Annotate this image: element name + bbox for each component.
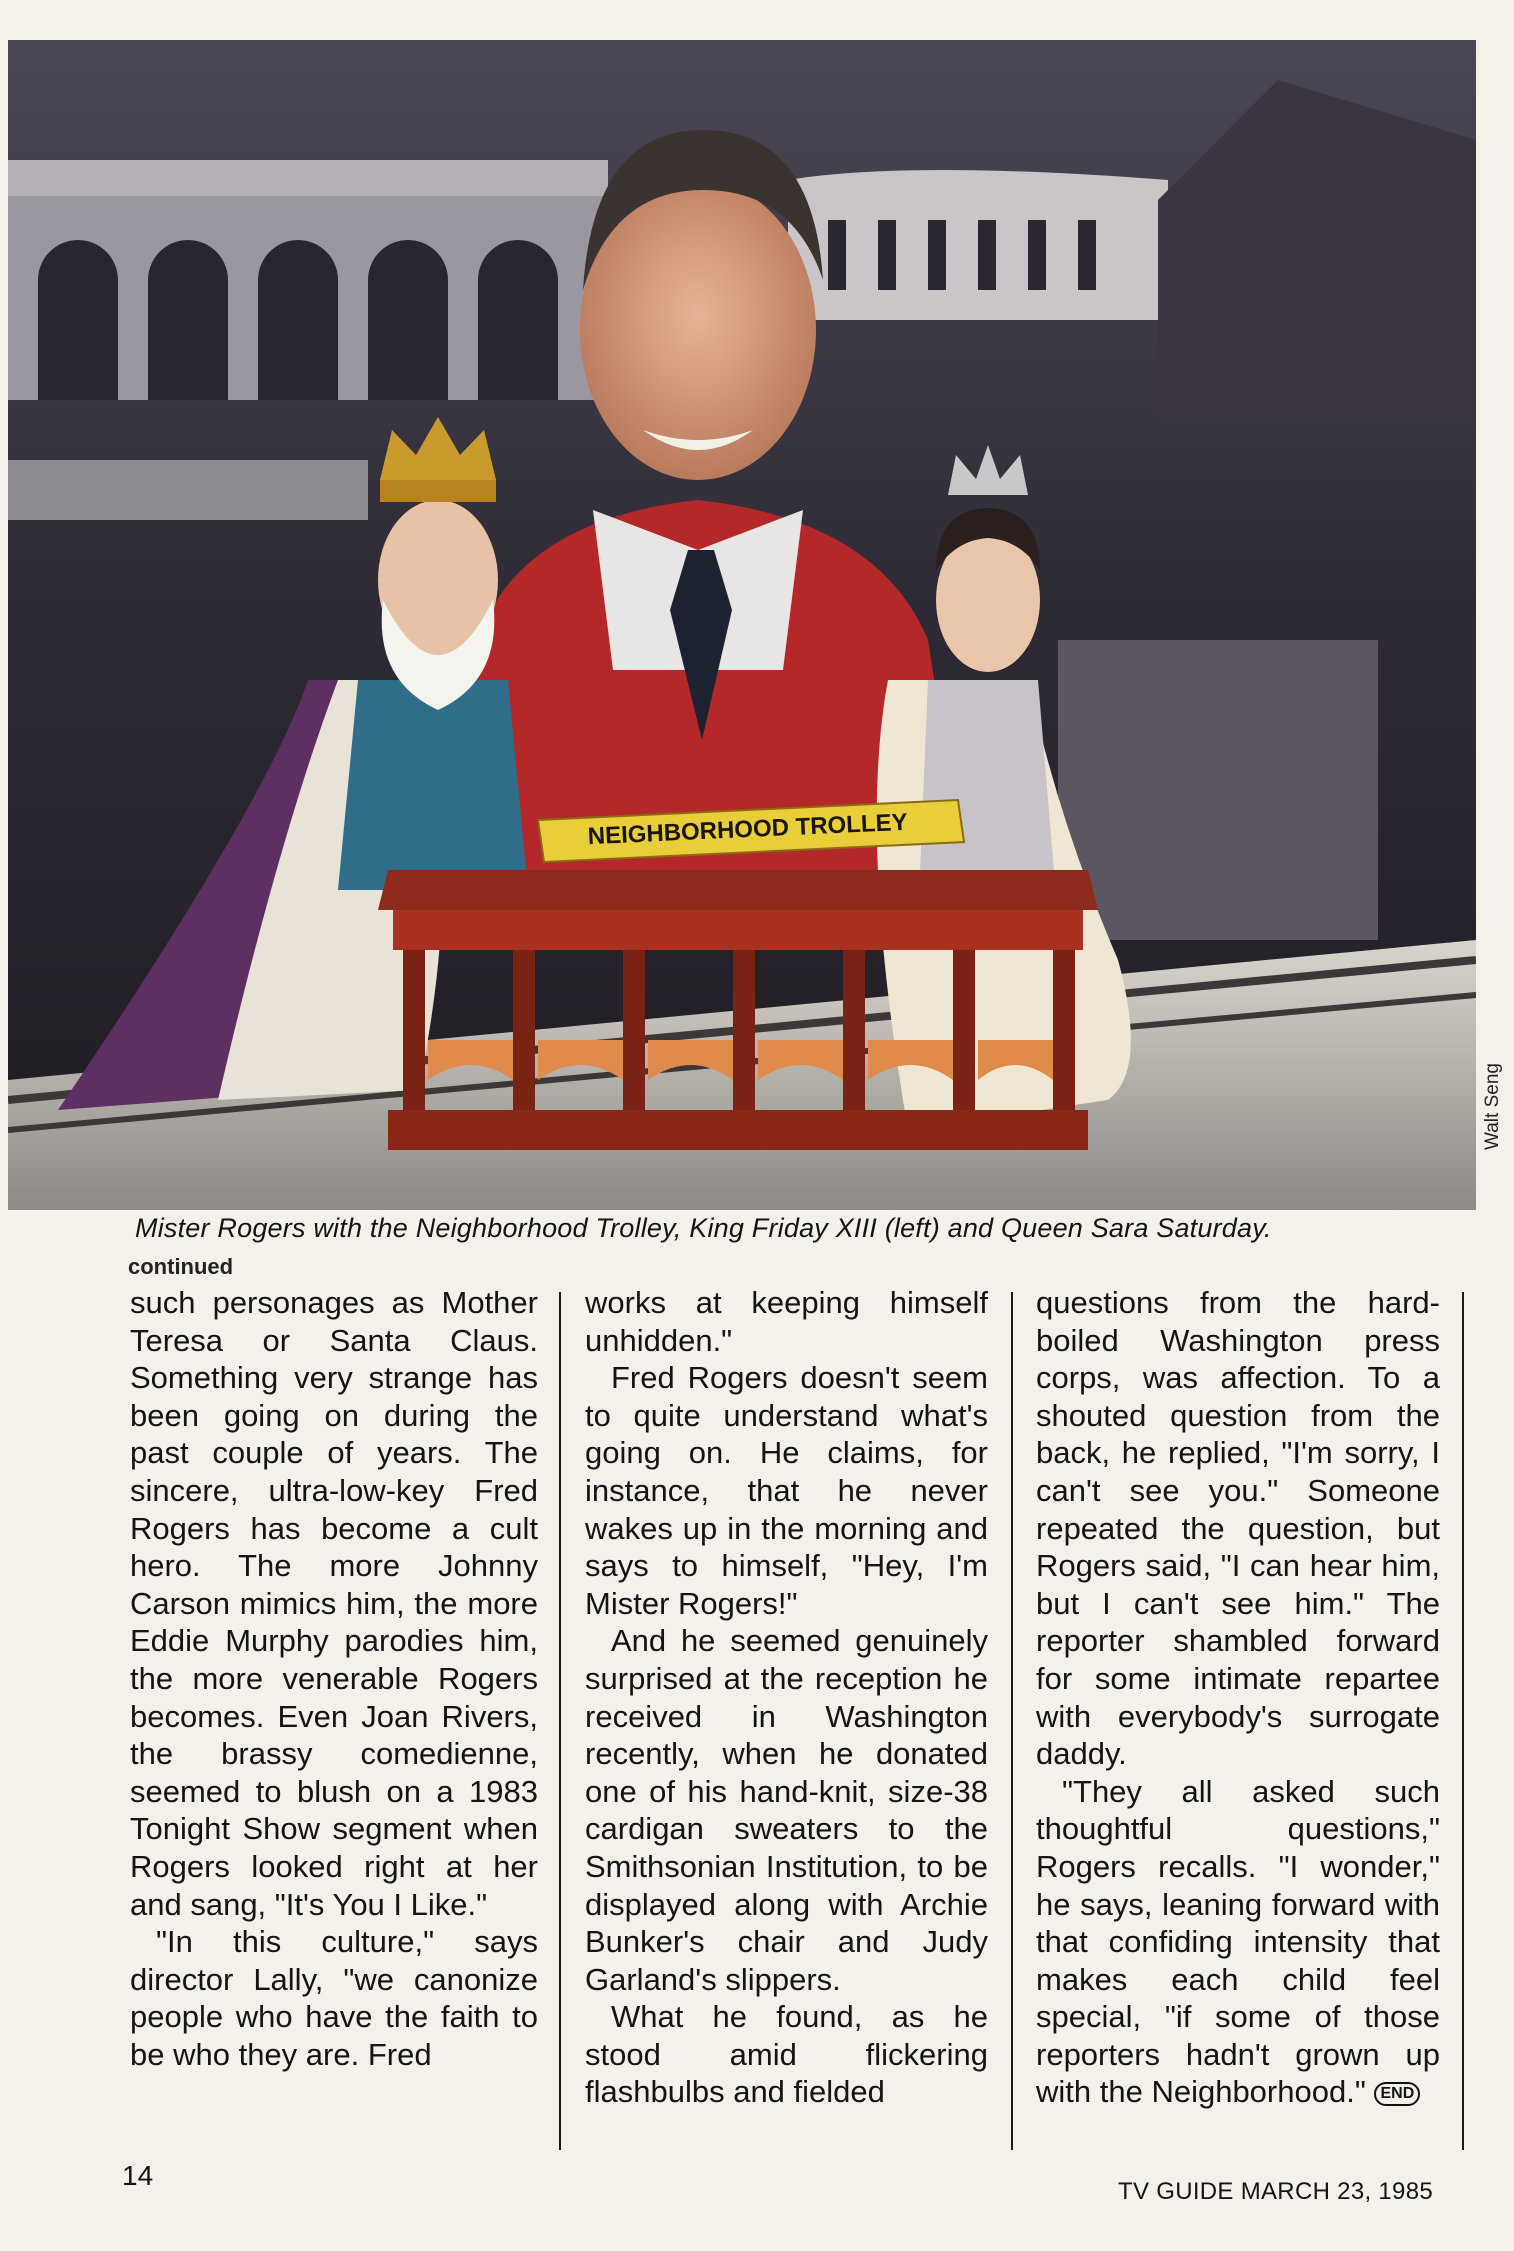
paragraph: questions from the hard-boiled Washington press corps, was affection. To a shouted question from the back, he replied, "I'm sorry, I can't see you." Someone repeated the question, but Rogers said, "I can hear him, but I can't see him." The reporter shambled forward for some intimate repartee with everybody's surrogate daddy.: [1036, 1285, 1440, 1772]
article-column-2: [585, 1284, 988, 2152]
trolley-sign-text: NEIGHBORHOOD TROLLEY: [587, 808, 909, 851]
continued-label: continued: [128, 1254, 234, 1279]
page-number: 14: [122, 2160, 154, 2191]
paragraph: Fred Rogers doesn't seem to quite understand what's going on. He claims, for instance, that he never wakes up in the morning and says to himself, "Hey, I'm Mister Rogers!": [585, 1360, 988, 1621]
paragraph: [1036, 1773, 1440, 2111]
column-divider: [1462, 1292, 1464, 2150]
paragraph: "In this culture," says director Lally, "we canonize people who have the faith to be who they are. Fred: [130, 1924, 538, 2072]
end-mark-icon: END: [1374, 2082, 1420, 2106]
photo-mister-rogers-trolley-puppets-icon: [8, 40, 1476, 1210]
paragraph: And he seemed genuinely surprised at the reception he received in Washington recently, when he donated one of his hand-knit, size-38 cardigan sweaters to the Smithsonian Institution, to be displayed along with Archie Bunker's chair and Judy Garland's slippers.: [585, 1623, 988, 1997]
paragraph: What he found, as he stood amid flickering flashbulbs and fielded: [585, 1999, 988, 2110]
paragraph: works at keeping himself unhidden.": [585, 1285, 988, 1358]
paragraph: such personages as Mother Teresa or Santa Claus. Something very strange has been going on during the past couple of years. The sincere, ultra-low-key Fred Rogers has become a cult hero. The more Johnny Carson mimics him, the more Eddie Murphy parodies him, the more venerable Rogers becomes. Even Joan Rivers, the brassy comedienne, seemed to blush on a 1983 Tonight Show segment when Rogers looked right at her and sang, "It's You I Like.": [130, 1285, 538, 1922]
column-divider: [1011, 1292, 1013, 2150]
issue-footer: TV GUIDE MARCH 23, 1985: [1118, 2178, 1433, 2205]
paragraph-text: "They all asked such thoughtful questions," Rogers recalls. "I wonder," he says, leaning forward with that confiding intensity that makes each child feel special, "if some of those reporters hadn't grown up with the Neighborhood.": [1036, 1773, 1440, 2110]
photo-caption: Mister Rogers with the Neighborhood Trolley, King Friday XIII (left) and Queen Sara Saturday.: [135, 1213, 1272, 1243]
column-divider: [559, 1292, 561, 2150]
article-column-3: [1036, 1284, 1440, 2152]
article-column-1: [130, 1284, 538, 2152]
article-photo: [8, 40, 1476, 1210]
photo-credit: Walt Seng: [1482, 1063, 1503, 1150]
